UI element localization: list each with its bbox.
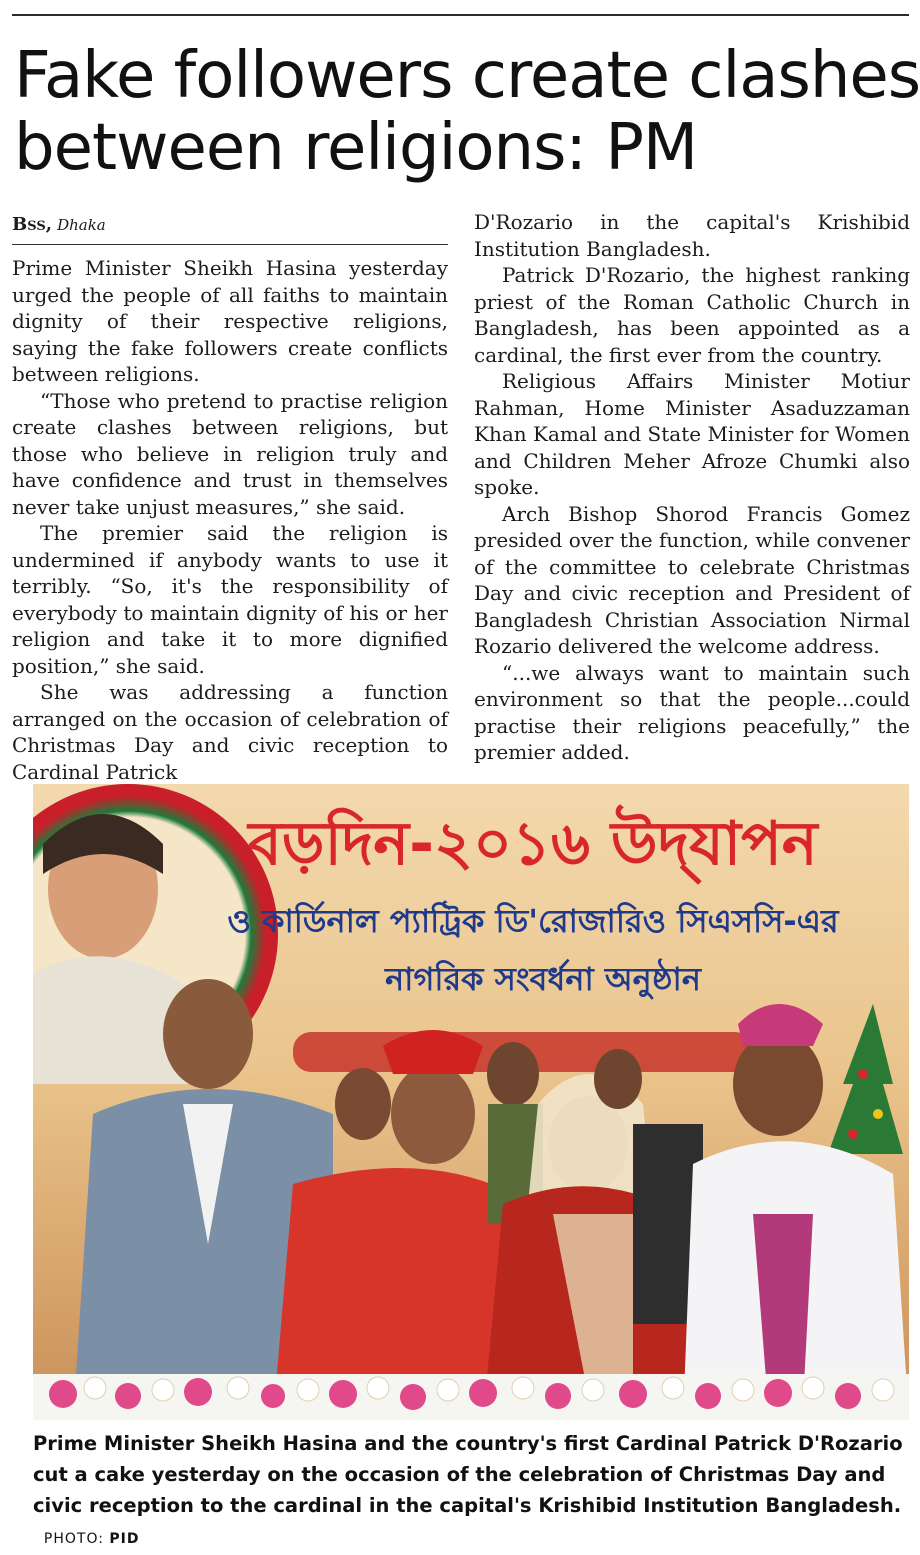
- photo-illustration: [33, 784, 909, 1420]
- headline: [14, 39, 920, 185]
- photo-credit: [33, 1531, 139, 1547]
- photo-caption: [33, 1428, 913, 1555]
- paragraph: “Those who pretend to practise religion create clashes between religions, but those who believe in religion truly and have confidence and trust in themselves never take unjust measures,” she said.: [12, 388, 448, 519]
- banner-line-1: বড়দিন-২০১৬ উদ্‌যাপন: [248, 809, 818, 879]
- byline: [12, 210, 448, 245]
- paragraph: Religious Affairs Minister Motiur Rahman, Home Minister Asaduzzaman Khan Kamal and State Minister for Women and Children Meher Afroze Chumki also spoke.: [474, 369, 910, 499]
- paragraph: Patrick D'Rozario, the highest ranking priest of the Roman Catholic Church in Bangladesh, has been appointed as a cardinal, the first ever from the country.: [474, 263, 910, 367]
- photo-credit-source: PID: [109, 1531, 140, 1547]
- paragraph: D'Rozario in the capital's Krishibid Institution Bangladesh.: [474, 210, 910, 261]
- article-left-column: [12, 210, 448, 785]
- photo-credit-label: PHOTO:: [43, 1531, 104, 1547]
- top-rule: [12, 14, 909, 16]
- headline-line-2: between religions: PM: [14, 111, 698, 185]
- headline-line-1: Fake followers create clashes: [14, 39, 920, 113]
- banner-line-2: ও কার্ডিনাল প্যাট্রিক ডি'রোজারিও সিএসসি-এর: [227, 902, 839, 940]
- paragraph: “...we always want to maintain such environment so that the people...could practise their religions peacefully,” the premier added.: [474, 660, 910, 764]
- paragraph: She was addressing a function arranged on the occasion of celebration of Christmas Day and civic reception to Cardinal Patrick: [12, 680, 448, 784]
- byline-agency: Bss,: [12, 214, 52, 235]
- paragraph: The premier said the religion is undermined if anybody wants to use it terribly. “So, it's the responsibility of everybody to maintain dignity of his or her religion and take it to more dignified position,” she said.: [12, 521, 448, 678]
- news-photo: [33, 784, 909, 1420]
- byline-location: Dhaka: [57, 216, 106, 234]
- caption-text: Prime Minister Sheikh Hasina and the country's first Cardinal Patrick D'Rozario cut a cake yesterday on the occasion of the celebration of Christmas Day and civic reception to the cardinal in the capital's Krishibid Institution Bangladesh.: [33, 1432, 903, 1517]
- paragraph: Prime Minister Sheikh Hasina yesterday urged the people of all faiths to maintain dignity of their respective religions, saying the fake followers create conflicts between religions.: [12, 256, 448, 386]
- paragraph: Arch Bishop Shorod Francis Gomez presided over the function, while convener of the committee to celebrate Christmas Day and civic reception and President of Bangladesh Christian Association Nirmal Rozario delivered the welcome address.: [474, 501, 910, 658]
- article-right-column: [474, 209, 910, 766]
- banner-line-3: নাগরিক সংবর্ধনা অনুষ্ঠান: [385, 960, 701, 998]
